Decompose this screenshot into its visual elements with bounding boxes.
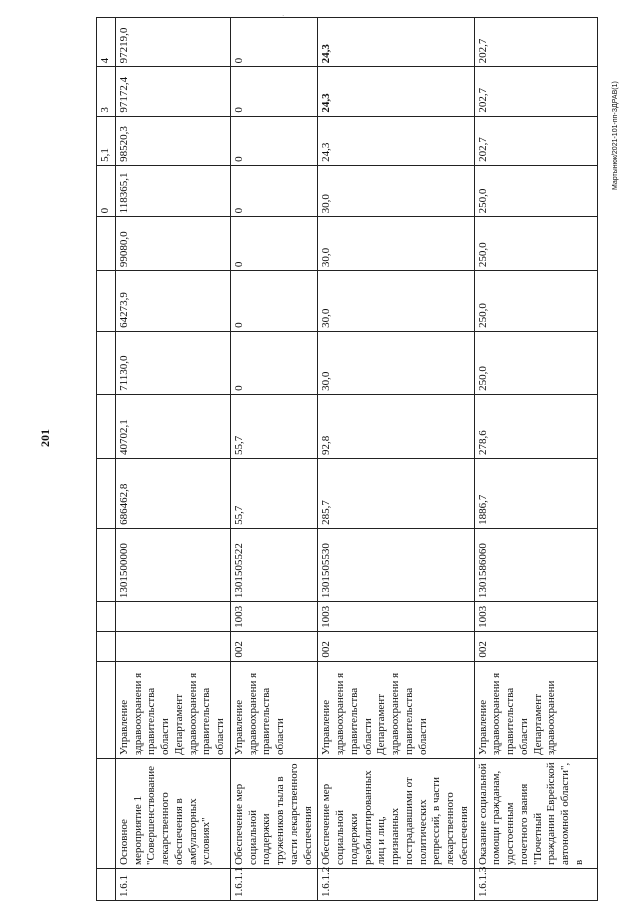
- rotated-table-frame: [96, 17, 583, 901]
- year-header-cell: [97, 331, 116, 394]
- value-cell: 202,7: [474, 18, 597, 67]
- year-header-cell: 3: [97, 67, 116, 116]
- row-rzpr: [115, 602, 230, 632]
- value-cell: 30,0: [318, 165, 474, 217]
- row-name: Обеспечение мер социальной поддержки тружеников тыла в части лекарственного обеспечения: [230, 759, 318, 869]
- value-cell: 99080,0: [115, 217, 230, 271]
- row-executor: Управление здравоохранени я правительства области Департамент здравоохранени я правительства области: [318, 661, 474, 758]
- value-cell: 40702,1: [115, 394, 230, 458]
- year-header-cell: 4: [97, 18, 116, 67]
- table-row: [318, 18, 474, 901]
- row-name: Оказание социальной помощи гражданам, удостоенным почетного звания "Почетный гражданин Еврейской автономной области", в: [474, 759, 597, 869]
- year-header-cell: [97, 394, 116, 458]
- row-csr: 1301586060: [474, 528, 597, 601]
- value-cell: 71130,0: [115, 331, 230, 394]
- value-cell: 686462,8: [115, 458, 230, 528]
- value-cell: 24,3: [318, 116, 474, 165]
- value-cell: 1886,7: [474, 458, 597, 528]
- value-cell: 0: [230, 217, 318, 271]
- row-rzpr: 1003: [230, 602, 318, 632]
- row-number: 1.6.1.1: [230, 868, 318, 900]
- value-cell: 250,0: [474, 271, 597, 332]
- value-cell: 0: [230, 116, 318, 165]
- scan-speck: ·: [282, 12, 285, 20]
- value-cell: 55,7: [230, 394, 318, 458]
- row-executor: Управление здравоохранени я правительства области Департамент здравоохранени: [474, 661, 597, 758]
- year-header-row: [97, 18, 116, 901]
- value-cell: 97219,0: [115, 18, 230, 67]
- value-cell: 202,7: [474, 67, 597, 116]
- value-cell: 0: [230, 331, 318, 394]
- value-cell: 285,7: [318, 458, 474, 528]
- value-cell: 250,0: [474, 217, 597, 271]
- row-grbs: 002: [230, 631, 318, 661]
- row-grbs: 002: [474, 631, 597, 661]
- table-row: [474, 18, 597, 901]
- page-number: 201: [38, 429, 52, 447]
- row-csr: 1301505530: [318, 528, 474, 601]
- value-cell: 250,0: [474, 165, 597, 217]
- value-cell: 92,8: [318, 394, 474, 458]
- value-cell: 0: [230, 271, 318, 332]
- scan-speck: ·: [262, 14, 265, 22]
- budget-table-wrapper: [96, 17, 583, 901]
- table-row: [115, 18, 230, 901]
- row-name: Обеспечение мер социальной поддержки реабилитированных лиц и лиц, признанных пострадавшими от политических репрессий, в части лекарственного обеспечения: [318, 759, 474, 869]
- row-csr: 1301505522: [230, 528, 318, 601]
- value-cell: 118365,1: [115, 165, 230, 217]
- row-grbs: 002: [318, 631, 474, 661]
- row-grbs: [115, 631, 230, 661]
- row-executor: Управление здравоохранени я правительства области: [230, 661, 318, 758]
- row-csr: 1301500000: [115, 528, 230, 601]
- value-cell: 24,3: [318, 18, 474, 67]
- row-number: 1.6.1: [115, 868, 230, 900]
- row-executor: Управление здравоохранени я правительства области Департамент здравоохранени я правительства области: [115, 661, 230, 758]
- value-cell: 202,7: [474, 116, 597, 165]
- table-row: [230, 18, 318, 901]
- value-cell: 30,0: [318, 271, 474, 332]
- value-cell: 97172,4: [115, 67, 230, 116]
- value-cell: 98520,3: [115, 116, 230, 165]
- row-name: Основное мероприятие 1 "Совершенствование лекарственного обеспечения в амбулаторных условиях": [115, 759, 230, 869]
- year-header-cell: [97, 271, 116, 332]
- value-cell: 30,0: [318, 217, 474, 271]
- year-header-cell: 0: [97, 165, 116, 217]
- footer-note: Мартынюк/2021-101-пп-ЗДРАВ(1): [612, 81, 619, 190]
- year-header-cell: 5,1: [97, 116, 116, 165]
- year-header-cell: [97, 217, 116, 271]
- row-rzpr: 1003: [318, 602, 474, 632]
- value-cell: 55,7: [230, 458, 318, 528]
- value-cell: 0: [230, 165, 318, 217]
- row-number: 1.6.1.3: [474, 868, 597, 900]
- value-cell: 30,0: [318, 331, 474, 394]
- value-cell: 64273,9: [115, 271, 230, 332]
- value-cell: 24,3: [318, 67, 474, 116]
- row-number: 1.6.1.2: [318, 868, 474, 900]
- value-cell: 0: [230, 67, 318, 116]
- value-cell: 278,6: [474, 394, 597, 458]
- value-cell: 250,0: [474, 331, 597, 394]
- row-rzpr: 1003: [474, 602, 597, 632]
- budget-table: [96, 17, 598, 901]
- value-cell: 0: [230, 18, 318, 67]
